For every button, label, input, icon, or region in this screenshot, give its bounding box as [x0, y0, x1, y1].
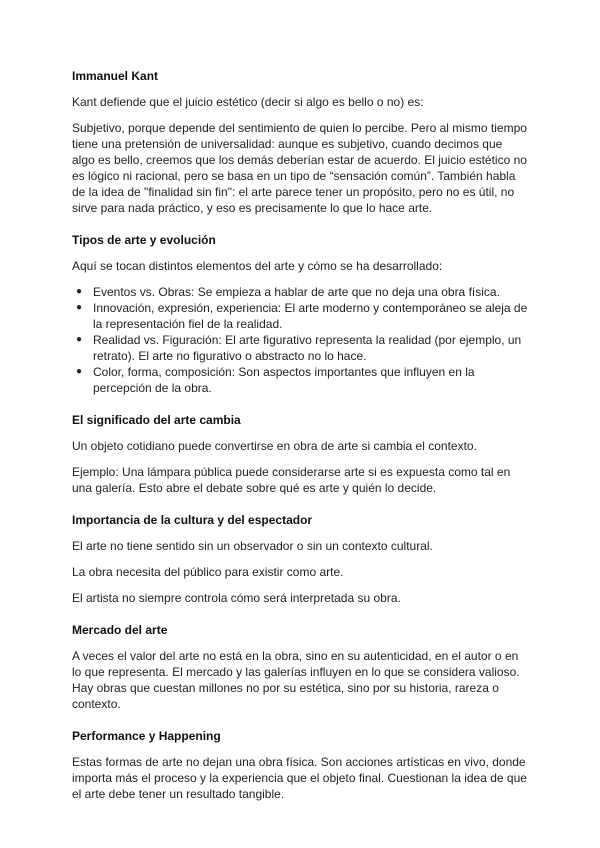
bullet-dot-icon: ●	[76, 302, 83, 313]
bullet-text: Innovación, expresión, experiencia: El arte moderno y contemporáneo se aleja de la representación fiel de la realidad.	[93, 301, 528, 331]
bullet-item	[72, 300, 528, 332]
bullet-text: Eventos vs. Obras: Se empieza a hablar de arte que no deja una obra física.	[93, 285, 500, 299]
section-heading: Immanuel Kant	[72, 69, 159, 83]
paragraph: El artista no siempre controla cómo será interpretada su obra.	[72, 591, 401, 605]
paragraph: Ejemplo: Una lámpara pública puede considerarse arte si es expuesta como tal en una galería. Esto abre el debate sobre qué es arte y quién lo decide.	[72, 465, 511, 495]
section-heading: Mercado del arte	[72, 623, 168, 637]
bullet-text: Color, forma, composición: Son aspectos importantes que influyen en la percepción de la obra.	[93, 365, 475, 395]
paragraph: Kant defiende que el juicio estético (decir si algo es bello o no) es:	[72, 95, 424, 109]
section-significado	[72, 412, 528, 496]
section-tipos-de-arte	[72, 232, 528, 396]
section-mercado	[72, 622, 528, 712]
bullet-dot-icon: ●	[76, 286, 83, 297]
paragraph: Estas formas de arte no dejan una obra física. Son acciones artísticas en vivo, donde importa más el proceso y la experiencia que el objeto final. Cuestionan la idea de que el arte debe tener un resultado tangible.	[72, 755, 527, 801]
section-performance	[72, 728, 528, 802]
paragraph: El arte no tiene sentido sin un observador o sin un contexto cultural.	[72, 539, 433, 553]
paragraph: La obra necesita del público para existir como arte.	[72, 565, 344, 579]
bullet-item	[72, 364, 528, 396]
paragraph: Aquí se tocan distintos elementos del arte y cómo se ha desarrollado:	[72, 259, 443, 273]
paragraph: A veces el valor del arte no está en la obra, sino en su autenticidad, en el autor o en lo que representa. El mercado y las galerías influyen en lo que se considera valioso. Hay obras que cuestan millones no por su estética, sino por su historia, rareza o contexto.	[72, 649, 520, 711]
bullet-item	[72, 284, 528, 300]
section-heading: Performance y Happening	[72, 729, 221, 743]
bullet-dot-icon: ●	[76, 334, 83, 345]
paragraph: Subjetivo, porque depende del sentimiento de quien lo percibe. Pero al mismo tiempo tiene una pretensión de universalidad: aunque es subjetivo, cuando decimos que algo es bello, creemos que los demás deberían estar de acuerdo. El juicio estético no es lógico ni racional, pero se basa en un tipo de “sensación común”. También habla de la idea de "finalidad sin fin": el arte parece tener un propósito, pero no es útil, no sirve para nada práctico, y eso es precisamente lo que lo hace arte.	[72, 121, 527, 215]
section-kant	[72, 68, 528, 216]
bullet-dot-icon: ●	[76, 366, 83, 377]
section-heading: El significado del arte cambia	[72, 413, 241, 427]
bullet-text: Realidad vs. Figuración: El arte figurativo representa la realidad (por ejemplo, un retrato). El arte no figurativo o abstracto no lo hace.	[93, 333, 522, 363]
section-heading: Tipos de arte y evolución	[72, 233, 216, 247]
bullet-item	[72, 332, 528, 364]
section-cultura-espectador	[72, 512, 528, 606]
bullet-list	[72, 284, 528, 396]
section-heading: Importancia de la cultura y del espectador	[72, 513, 313, 527]
paragraph: Un objeto cotidiano puede convertirse en obra de arte si cambia el contexto.	[72, 439, 477, 453]
